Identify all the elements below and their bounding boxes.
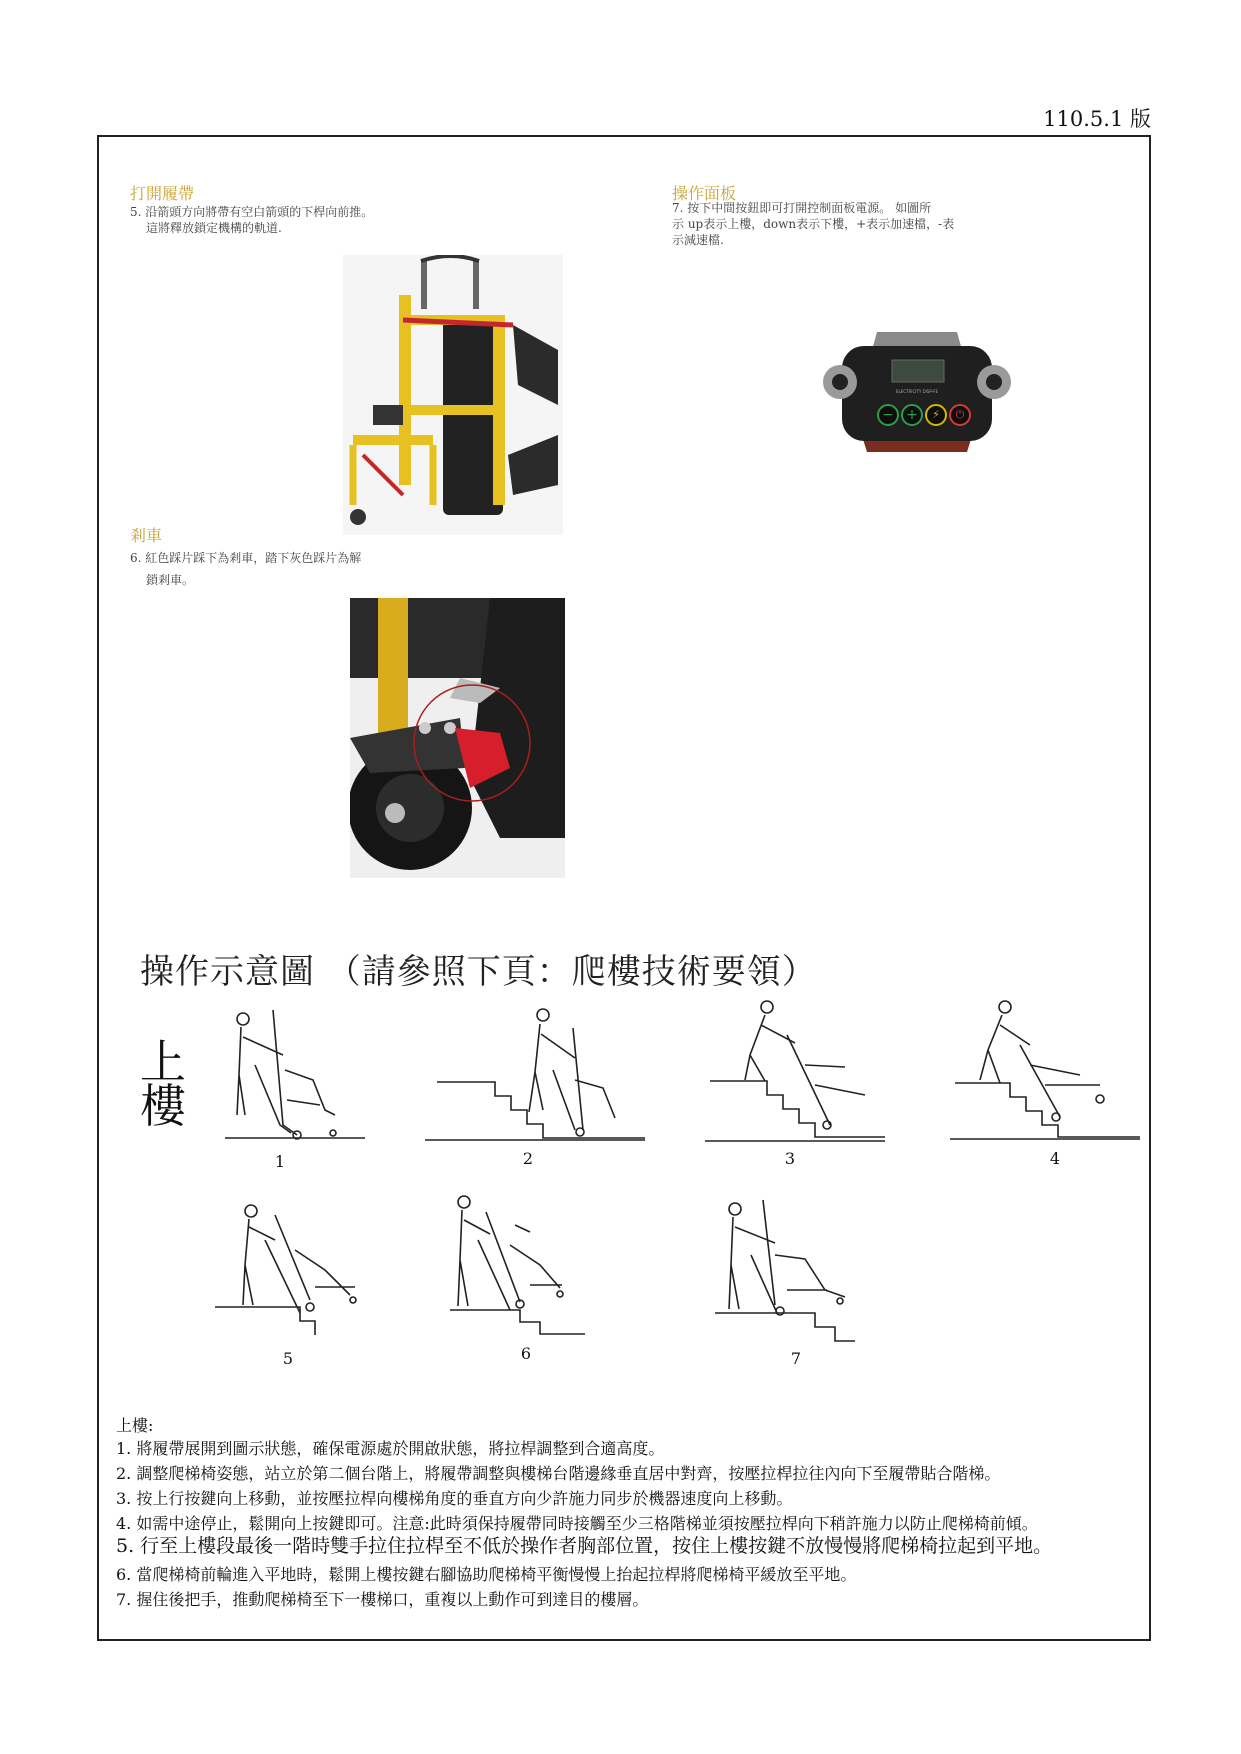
brake-photo	[350, 598, 565, 878]
panel-display-text: ELECTRICITY DISP-FE	[895, 389, 939, 394]
instructions-heading: 上樓:	[116, 1416, 154, 1435]
figure-4-number: 4	[1049, 1149, 1061, 1168]
panel-section-line-2: 示 up表示上樓，down表示下樓，+表示加速檔，-表	[672, 217, 955, 231]
instruction-item-7: 7. 握住後把手，推動爬梯椅至下一樓梯口，重複以上動作可到達目的樓層。	[116, 1590, 649, 1609]
panel-section-title: 操作面板	[672, 184, 737, 203]
instruction-item-1: 1. 將履帶展開到圖示狀態，確保電源處於開啟狀態，將拉桿調整到合適高度。	[116, 1439, 665, 1458]
control-panel-photo	[822, 326, 1012, 456]
vertical-label-2: 樓	[140, 1079, 186, 1133]
figure-3-number: 3	[784, 1149, 796, 1168]
vertical-label-1: 上	[140, 1035, 186, 1089]
instruction-item-4: 4. 如需中途停止，鬆開向上按鍵即可。注意:此時須保持履帶同時接觸至少三格階梯並須按壓拉桿向下稍許施力以防止爬梯椅前傾。	[116, 1514, 1038, 1533]
brake-section-line-2: 鎖剎車。	[146, 573, 195, 587]
version-label: 110.5.1 版	[1043, 107, 1151, 131]
instruction-item-5: 5. 行至上樓段最後一階時雙手拉住拉桿至不低於操作者胸部位置，按住上樓按鍵不放慢慢將爬梯椅拉起到平地。	[116, 1535, 1053, 1557]
bulb-icon: ⚡	[932, 408, 940, 421]
speed-up-button[interactable]	[901, 404, 923, 426]
figure-2	[425, 1000, 645, 1150]
instruction-item-3: 3. 按上行按鍵向上移動，並按壓拉桿向樓梯角度的垂直方向少許施力同步於機器速度向上移動。	[116, 1489, 793, 1508]
panel-section-line-3: 示減速檔.	[672, 233, 724, 247]
figure-5-number: 5	[282, 1349, 294, 1368]
panel-section-line-1: 7. 按下中間按鈕即可打開控制面板電源。 如圖所	[672, 201, 932, 215]
figure-2-number: 2	[522, 1149, 534, 1168]
figure-7-number: 7	[790, 1349, 802, 1368]
diagram-title: 操作示意圖 （請參照下頁：爬樓技術要領）	[140, 952, 817, 992]
track-section-line-2: 這將釋放鎖定機構的軌道.	[146, 221, 282, 235]
figure-3	[705, 995, 885, 1150]
power-icon: ⏻	[955, 408, 965, 421]
track-release-photo	[343, 255, 563, 535]
figure-5	[215, 1195, 375, 1340]
track-section-line-1: 5. 沿箭頭方向將帶有空白箭頭的下桿向前推。	[130, 205, 374, 219]
figure-6	[450, 1190, 600, 1340]
figure-7	[715, 1195, 885, 1345]
brake-section-line-1: 6. 紅色踩片踩下為剎車，踏下灰色踩片為解	[130, 551, 362, 565]
minus-icon: −	[882, 407, 894, 423]
figure-6-number: 6	[520, 1344, 532, 1363]
figure-1-number: 1	[274, 1152, 286, 1171]
panel-buttons	[877, 404, 987, 426]
track-section-title: 打開履帶	[130, 184, 195, 203]
instruction-item-6: 6. 當爬梯椅前輪進入平地時，鬆開上樓按鍵右腳協助爬梯椅平衡慢慢上抬起拉桿將爬梯椅平緩放至平地。	[116, 1565, 857, 1584]
instruction-item-2: 2. 調整爬梯椅姿態，站立於第二個台階上，將履帶調整與樓梯台階邊緣垂直居中對齊，按壓拉桿拉往內向下至履帶貼合階梯。	[116, 1464, 1001, 1483]
figure-4	[950, 995, 1140, 1145]
brake-section-title: 剎車	[130, 526, 163, 545]
plus-icon: +	[906, 407, 918, 423]
figure-1	[225, 1005, 365, 1150]
speed-down-button[interactable]	[877, 404, 899, 426]
light-button[interactable]	[925, 404, 947, 426]
power-button[interactable]	[949, 404, 971, 426]
